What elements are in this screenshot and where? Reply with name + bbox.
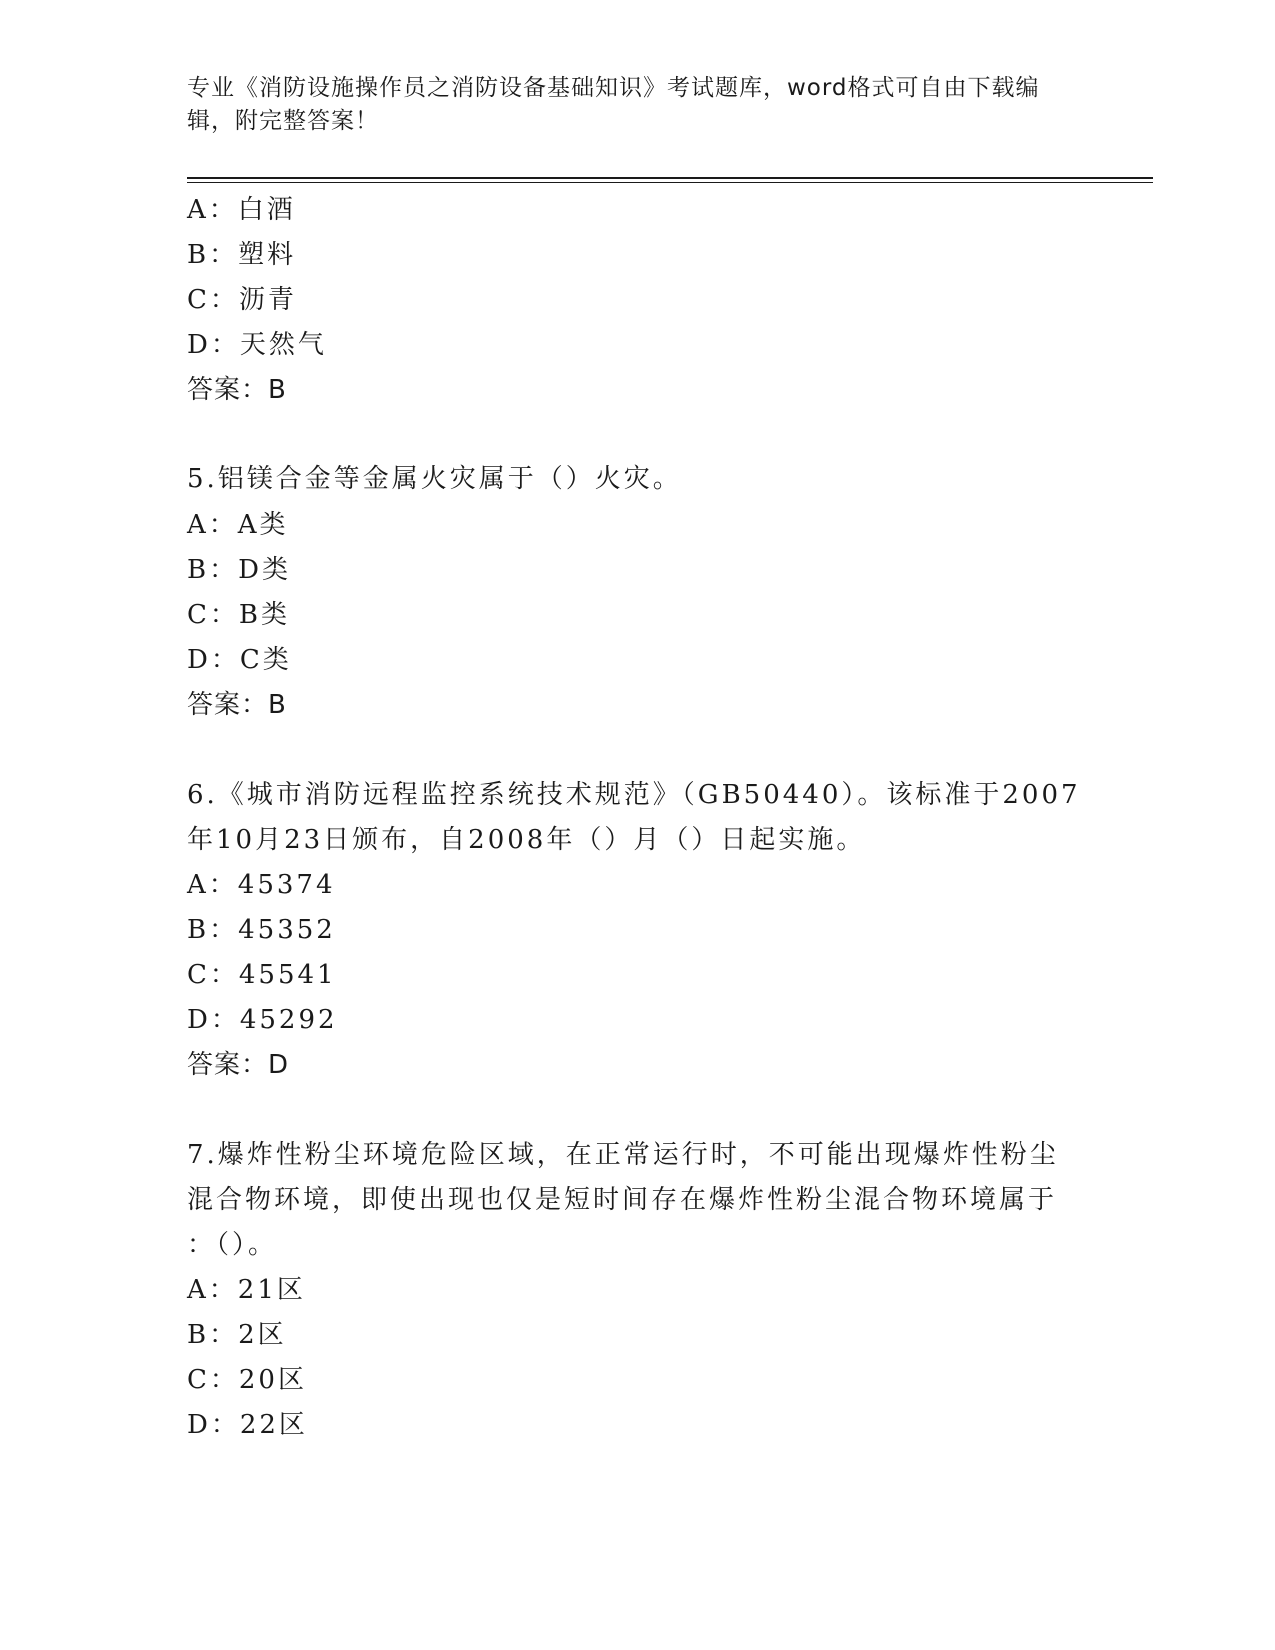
q5-option-b: B：D类 [187,555,291,585]
q7-stem-line-2: 混合物环境，即使出现也仅是短时间存在爆炸性粉尘混合物环境属于 [187,1185,1058,1215]
q6-option-c: C：45541 [187,960,337,990]
q5-option-c: C：B类 [187,600,291,630]
q7-option-a: A：21区 [187,1275,306,1305]
q4-option-c: C：沥青 [187,285,297,315]
q7-option-d: D：22区 [187,1410,308,1440]
header-divider-thick [187,177,1153,179]
q7-option-c: C：20区 [187,1365,307,1395]
header-divider-thin [187,182,1153,183]
q6-answer: 答案：D [187,1050,290,1080]
q7-stem-line-3: ：（）。 [187,1230,278,1260]
q6-option-d: D：45292 [187,1005,338,1035]
q5-option-d: D：C类 [187,645,292,675]
q6-stem-line-2: 年10月23日颁布，自2008年（）月（）日起实施。 [187,825,866,855]
q5-answer: 答案：B [187,690,287,720]
q6-option-b: B：45352 [187,915,336,945]
q7-stem-line-1: 7.爆炸性粉尘环境危险区域，在正常运行时，不可能出现爆炸性粉尘 [187,1140,1059,1170]
q4-option-b: B：塑料 [187,240,297,270]
document-header [187,72,1067,138]
q5-stem: 5.铝镁合金等金属火灾属于（）火灾。 [187,464,682,494]
q4-option-a: A：白酒 [187,195,296,225]
q4-answer: 答案：B [187,375,287,405]
q4-option-d: D：天然气 [187,330,327,360]
header-line-2: 辑，附完整答案！ [187,108,379,134]
q7-option-b: B：2区 [187,1320,287,1350]
header-line-1: 专业《消防设施操作员之消防设备基础知识》考试题库，word格式可自由下载编 [187,75,1040,101]
q6-option-a: A：45374 [187,870,336,900]
q6-stem-line-1: 6.《城市消防远程监控系统技术规范》（GB50440）。该标准于2007 [187,780,1081,810]
q5-option-a: A：A类 [187,510,289,540]
